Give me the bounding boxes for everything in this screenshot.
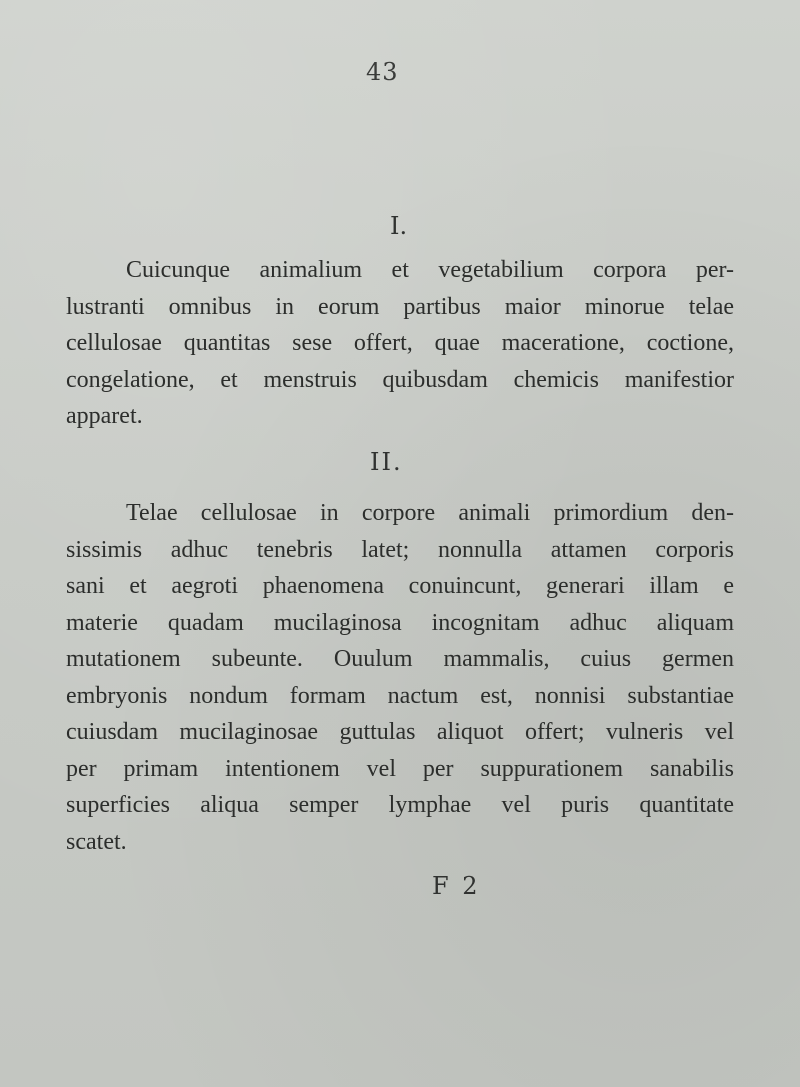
paragraph-2-line-1: Telae cellulosae in corpore animali primordium den- [126, 500, 734, 526]
paragraph-2-line-7: cuiusdam mucilaginosae guttulas aliquot offert; vulneris vel [66, 719, 734, 745]
paragraph-2-line-5: mutationem subeunte. Ouulum mammalis, cuius germen [66, 646, 734, 672]
paragraph-1-line-2: lustranti omnibus in eorum partibus maior minorue telae [66, 293, 734, 320]
paragraph-1-line-5: apparet. [66, 403, 143, 429]
signature-mark: F 2 [432, 872, 481, 900]
page-number: 43 [366, 58, 399, 86]
paragraph-2-line-10: scatet. [66, 828, 127, 855]
paragraph-1-line-1: Cuicunque animalium et vegetabilium corpora per- [126, 257, 734, 283]
section-number-2: II. [370, 448, 403, 476]
paragraph-1 [66, 252, 734, 435]
paragraph-1-line-4: congelatione, et menstruis quibusdam chemicis manifestior [66, 366, 734, 393]
paragraph-1-line-3: cellulosae quantitas sese offert, quae maceratione, coctione, [66, 330, 734, 356]
paragraph-2-line-8: per primam intentionem vel per suppurationem sanabilis [66, 755, 734, 782]
section-number-1: I. [390, 212, 408, 240]
paragraph-2-line-3: sani et aegroti phaenomena conuincunt, generari illam e [66, 573, 734, 599]
paragraph-2-line-6: embryonis nondum formam nactum est, nonnisi substantiae [66, 682, 734, 709]
paragraph-2-line-9: superficies aliqua semper lymphae vel puris quantitate [66, 792, 734, 818]
paragraph-2-line-2: sissimis adhuc tenebris latet; nonnulla attamen corporis [66, 536, 734, 563]
paragraph-2-line-4: materie quadam mucilaginosa incognitam adhuc aliquam [66, 609, 734, 636]
paragraph-2 [66, 495, 734, 860]
